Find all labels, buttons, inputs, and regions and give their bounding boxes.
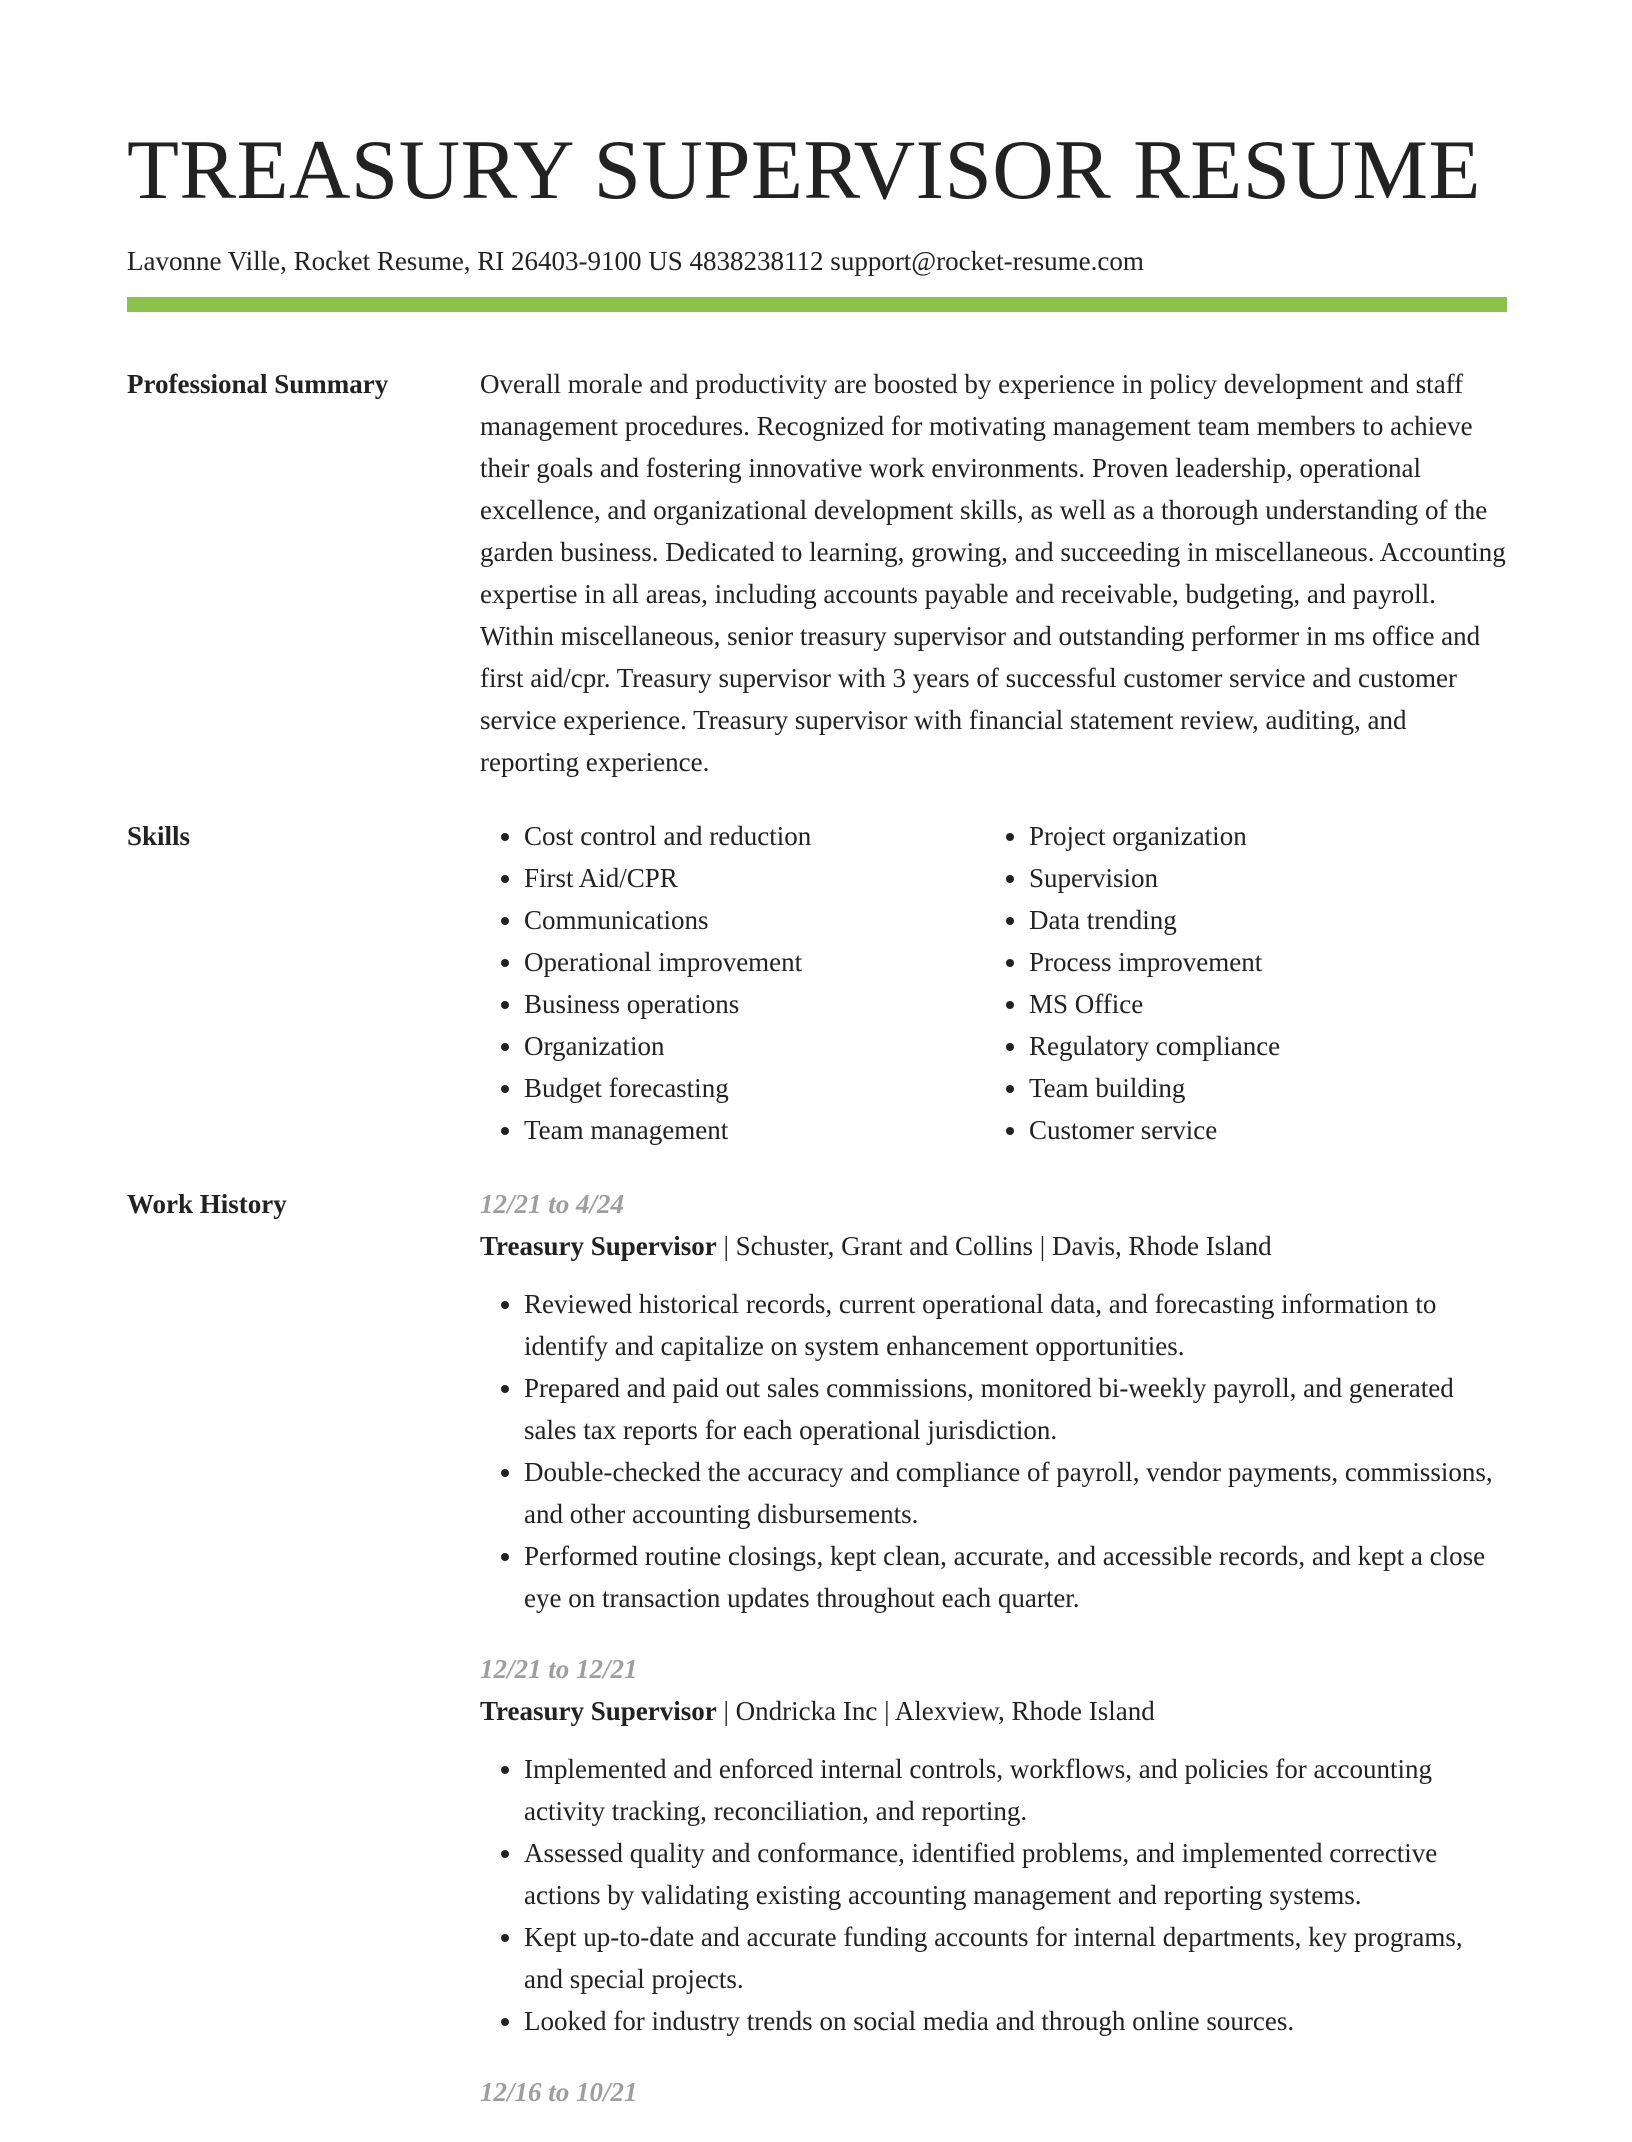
job-bullet: • Performed routine closings, kept clean, accurate, and accessible records, and kept a close eye on transaction updates throughout each quarter. bbox=[524, 1535, 1507, 1619]
job-heading bbox=[480, 1225, 1507, 1267]
skill-item: • Project organization bbox=[1029, 815, 1490, 857]
section-label-summary: Professional Summary bbox=[127, 369, 389, 399]
job-bullet: • Assessed quality and conformance, identified problems, and implemented corrective actions by validating existing accounting management and reporting systems. bbox=[524, 1832, 1507, 1916]
skill-item: • Cost control and reduction bbox=[524, 815, 985, 857]
skill-item: • Budget forecasting bbox=[524, 1067, 985, 1109]
skills-columns bbox=[480, 815, 1507, 1151]
skill-item: • Process improvement bbox=[1029, 941, 1490, 983]
skill-item: • Communications bbox=[524, 899, 985, 941]
skills-body bbox=[480, 815, 1507, 1151]
job-dates: 12/21 to 12/21 bbox=[480, 1654, 638, 1684]
job-bullet: • Looked for industry trends on social media and through online sources. bbox=[524, 2000, 1507, 2042]
skill-item: • Team management bbox=[524, 1109, 985, 1151]
job-employer-location: | Schuster, Grant and Collins | Davis, Rhode Island bbox=[716, 1231, 1272, 1261]
work-history-section bbox=[127, 1183, 1507, 2142]
job-dates: 12/21 to 4/24 bbox=[480, 1189, 625, 1219]
summary-text: Overall morale and productivity are boosted by experience in policy development and staff management procedures. Recognized for motivating management team members to achieve their goals and fostering innovative work environments. Proven leadership, operational excellence, and organizational development skills, as well as a thorough understanding of the garden business. Dedicated to learning, growing, and succeeding in miscellaneous. Accounting expertise in all areas, including accounts payable and receivable, budgeting, and payroll. Within miscellaneous, senior treasury supervisor and outstanding performer in ms office and first aid/cpr. Treasury supervisor with 3 years of successful customer service and customer service experience. Treasury supervisor with financial statement review, auditing, and reporting experience. bbox=[480, 369, 1506, 777]
resume-title: TREASURY SUPERVISOR RESUME bbox=[127, 123, 1481, 217]
skill-item: • MS Office bbox=[1029, 983, 1490, 1025]
skill-item: • Team building bbox=[1029, 1067, 1490, 1109]
skill-item: • Supervision bbox=[1029, 857, 1490, 899]
skills-list-left bbox=[480, 815, 985, 1151]
skills-section bbox=[127, 815, 1507, 1151]
job-entry bbox=[480, 1183, 1507, 1619]
job-bullet: • Double-checked the accuracy and compliance of payroll, vendor payments, commissions, and other accounting disbursements. bbox=[524, 1451, 1507, 1535]
job-bullets bbox=[480, 1748, 1507, 2042]
job-bullets bbox=[480, 1283, 1507, 1619]
contact-line: Lavonne Ville, Rocket Resume, RI 26403-9100 US 4838238112 support@rocket-resume.com bbox=[127, 246, 1144, 276]
job-bullet: • Kept up-to-date and accurate funding accounts for internal departments, key programs, and special projects. bbox=[524, 1916, 1507, 2000]
job-dates: 12/16 to 10/21 bbox=[480, 2077, 638, 2107]
job-bullet: • Reviewed historical records, current operational data, and forecasting information to identify and capitalize on system enhancement opportunities. bbox=[524, 1283, 1507, 1367]
job-title: Treasury Supervisor bbox=[480, 1231, 717, 1261]
skill-item: • Business operations bbox=[524, 983, 985, 1025]
job-heading bbox=[480, 1690, 1507, 1732]
job-entry bbox=[480, 1648, 1507, 2042]
job-entry bbox=[480, 2071, 1507, 2113]
work-history-body bbox=[480, 1183, 1507, 2142]
section-label-work-history: Work History bbox=[127, 1189, 287, 1219]
summary-section bbox=[127, 363, 1507, 783]
skill-item: • Organization bbox=[524, 1025, 985, 1067]
accent-divider bbox=[127, 297, 1507, 312]
skill-item: • Regulatory compliance bbox=[1029, 1025, 1490, 1067]
skill-item: • Customer service bbox=[1029, 1109, 1490, 1151]
skill-item: • First Aid/CPR bbox=[524, 857, 985, 899]
section-label-skills: Skills bbox=[127, 821, 191, 851]
skills-list-right bbox=[985, 815, 1490, 1151]
skill-item: • Data trending bbox=[1029, 899, 1490, 941]
summary-body bbox=[480, 363, 1507, 783]
job-bullet: • Prepared and paid out sales commissions, monitored bi-weekly payroll, and generated sales tax reports for each operational jurisdiction. bbox=[524, 1367, 1507, 1451]
job-title: Treasury Supervisor bbox=[480, 1696, 717, 1726]
job-bullet: • Implemented and enforced internal controls, workflows, and policies for accounting activity tracking, reconciliation, and reporting. bbox=[524, 1748, 1507, 1832]
resume-page bbox=[127, 0, 1507, 2142]
job-employer-location: | Ondricka Inc | Alexview, Rhode Island bbox=[716, 1696, 1155, 1726]
skill-item: • Operational improvement bbox=[524, 941, 985, 983]
